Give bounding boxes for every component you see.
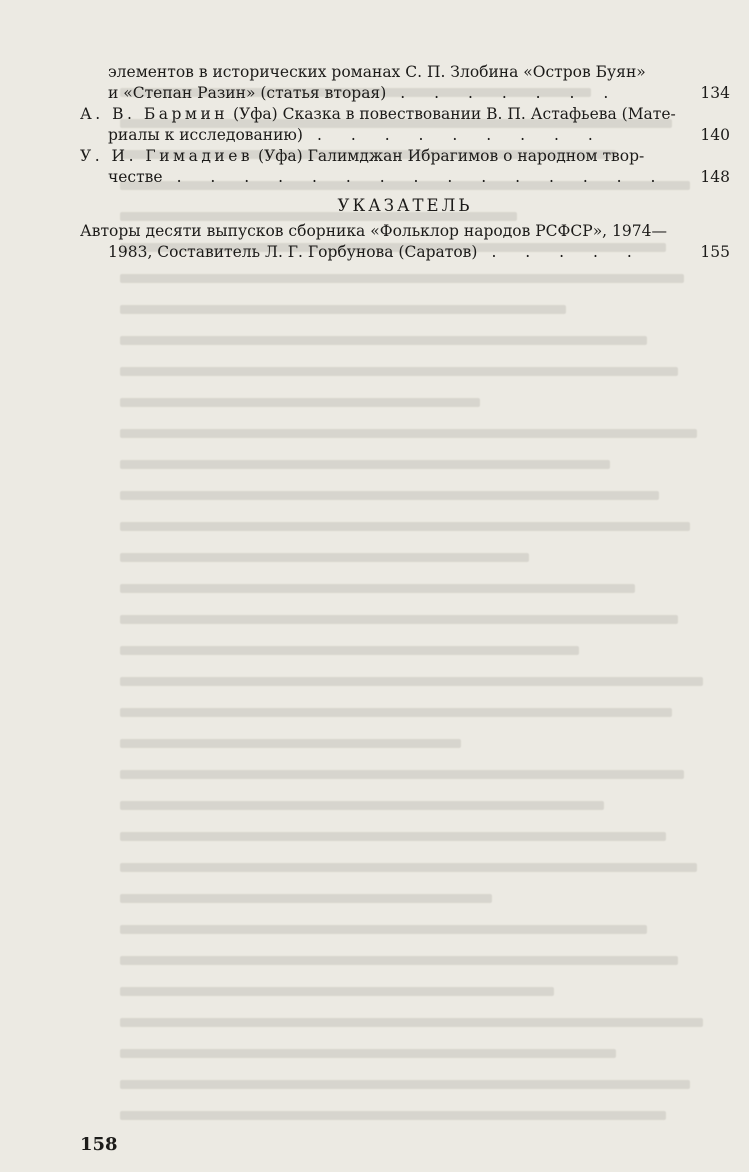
toc-entry-line: [80, 242, 730, 263]
leader-dots: . . . . .: [491, 243, 644, 261]
toc-entry-line: [80, 146, 730, 167]
toc-entry-index: [80, 221, 730, 263]
table-of-contents: [80, 62, 730, 263]
author-name: А. В. Бармин: [80, 105, 229, 123]
folio-page-number: 158: [80, 1134, 118, 1155]
toc-entry-line: Авторы десяти выпусков сборника «Фольклор народов РСФСР», 1974—: [80, 222, 667, 240]
leader-dots: . . . . . . . . .: [316, 126, 605, 144]
leader-dots: . . . . . . . . . . . . . . .: [176, 168, 668, 186]
toc-entry-text: и «Степан Разин» (статья вторая): [108, 84, 387, 102]
toc-entry-text: (Уфа) Сказка в повествовании В. П. Астафьева (Мате-: [233, 105, 676, 123]
author-name: У. И. Гимадиев: [80, 147, 254, 165]
section-heading: УКАЗАТЕЛЬ: [337, 196, 473, 215]
leader-dots: . . . . . . .: [400, 84, 621, 102]
toc-entry-text: (Уфа) Галимджан Ибрагимов о народном твор-: [258, 147, 645, 165]
page-number: 140: [700, 126, 730, 144]
toc-entry-text: 1983, Составитель Л. Г. Горбунова (Саратов): [108, 243, 478, 261]
toc-entry-line: [80, 104, 730, 125]
page-number: 134: [700, 84, 730, 102]
toc-entry-text: риалы к исследованию): [108, 126, 303, 144]
toc-entry-line: элементов в исторических романах С. П. Злобина «Остров Буян»: [108, 63, 646, 81]
toc-entry-line: [80, 83, 730, 104]
page-number: 155: [700, 243, 730, 261]
toc-entry-line: [80, 125, 730, 146]
page-number: 148: [700, 168, 730, 186]
toc-entry-line: [80, 167, 730, 188]
toc-entry-barmin: [80, 104, 730, 146]
toc-entry-text: честве: [108, 168, 163, 186]
toc-entry-gimadiev: [80, 146, 730, 188]
toc-entry-zlobin: [80, 62, 730, 104]
